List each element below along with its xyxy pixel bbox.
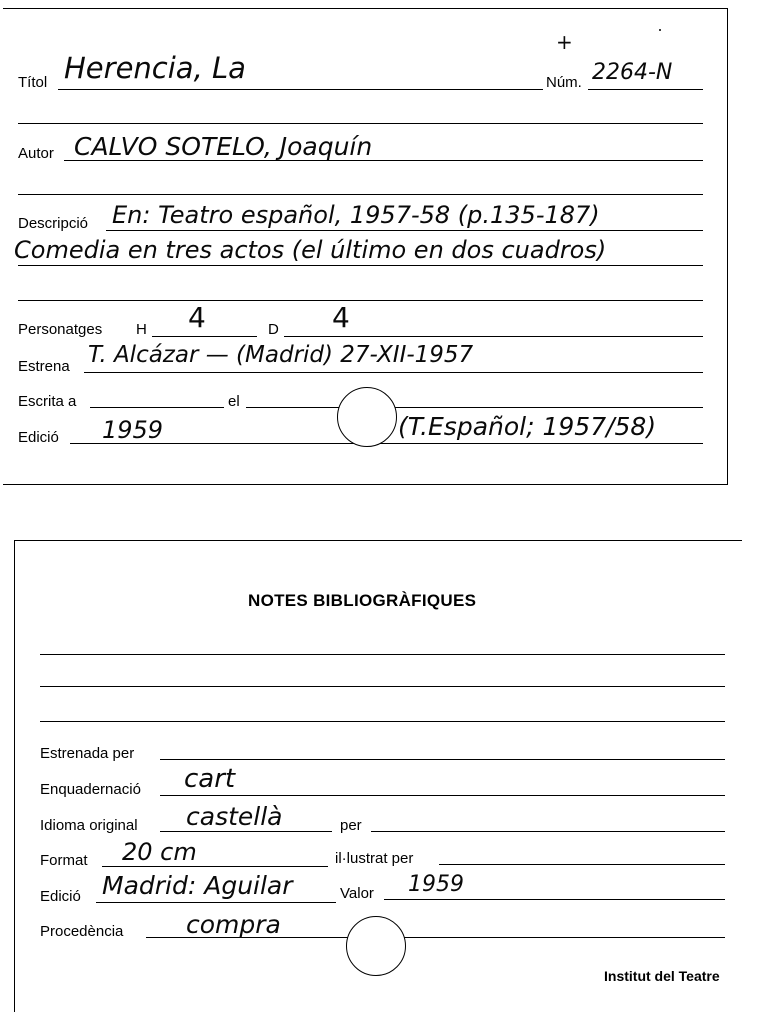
procedencia-value: compra xyxy=(186,910,281,939)
notes-title: NOTES BIBLIOGRÀFIQUES xyxy=(248,591,477,610)
back-edicio-line xyxy=(96,902,336,903)
titol-line xyxy=(58,89,543,90)
enquadernacio-label: Enquadernació xyxy=(40,781,141,798)
ruled-line xyxy=(18,123,703,124)
illustrat-line xyxy=(439,864,725,865)
edicio-line xyxy=(70,443,703,444)
descripcio-label: Descripció xyxy=(18,215,89,232)
descripcio-line-2 xyxy=(18,265,703,266)
num-label: Núm. xyxy=(546,74,582,91)
format-line xyxy=(102,866,328,867)
ruled-line xyxy=(18,194,703,195)
per-line xyxy=(371,831,725,832)
num-line xyxy=(588,89,703,90)
institution-name: Institut del Teatre xyxy=(604,968,720,984)
valor-value: 1959 xyxy=(408,872,464,897)
d-value: 4 xyxy=(332,301,350,334)
edicio-value: 1959 xyxy=(102,416,164,444)
enquadernacio-line xyxy=(160,795,725,796)
idioma-line xyxy=(160,831,332,832)
estrena-label: Estrena xyxy=(18,358,70,375)
back-edicio-value: Madrid: Aguilar xyxy=(102,871,293,900)
illustrat-label: il·lustrat per xyxy=(335,850,414,867)
el-label: el xyxy=(228,393,240,410)
h-value: 4 xyxy=(188,301,206,334)
valor-label: Valor xyxy=(340,885,374,902)
ruled-line xyxy=(40,654,725,655)
edicio-note: (T.Español; 1957/58) xyxy=(398,412,657,441)
estrena-value: T. Alcázar — (Madrid) 27-XII-1957 xyxy=(88,342,474,368)
procedencia-label: Procedència xyxy=(40,923,124,940)
ruled-line xyxy=(40,686,725,687)
titol-value: Herencia, La xyxy=(64,51,246,85)
back-edicio-label: Edició xyxy=(40,888,81,905)
el-line xyxy=(246,407,703,408)
personatges-label: Personatges xyxy=(18,321,103,338)
idioma-label: Idioma original xyxy=(40,817,138,834)
ruled-line xyxy=(18,300,703,301)
autor-label: Autor xyxy=(18,145,54,162)
h-line xyxy=(152,336,257,337)
num-value: 2264-N xyxy=(592,60,673,85)
per-label: per xyxy=(340,817,362,834)
idioma-value: castellà xyxy=(186,802,283,831)
h-label: H xyxy=(136,321,147,338)
estrenada-line xyxy=(160,759,725,760)
valor-line xyxy=(384,899,725,900)
speck xyxy=(659,29,661,31)
descripcio-line1: En: Teatro español, 1957-58 (p.135-187) xyxy=(112,201,600,229)
format-label: Format xyxy=(40,852,88,869)
escrita-line xyxy=(90,407,224,408)
enquadernacio-value: cart xyxy=(184,764,236,794)
edicio-label: Edició xyxy=(18,429,59,446)
estrenada-label: Estrenada per xyxy=(40,745,135,762)
punch-hole xyxy=(346,916,406,976)
autor-value: CALVO SOTELO, Joaquín xyxy=(74,132,373,161)
escrita-label: Escrita a xyxy=(18,393,77,410)
d-label: D xyxy=(268,321,279,338)
estrena-line xyxy=(84,372,703,373)
d-line xyxy=(284,336,703,337)
descripcio-line2: Comedia en tres actos (el último en dos cuadros) xyxy=(14,236,607,264)
punch-hole xyxy=(337,387,397,447)
descripcio-line xyxy=(106,230,703,231)
format-value: 20 cm xyxy=(122,838,197,866)
plus-mark: + xyxy=(556,30,573,54)
titol-label: Títol xyxy=(18,74,48,91)
ruled-line xyxy=(40,721,725,722)
